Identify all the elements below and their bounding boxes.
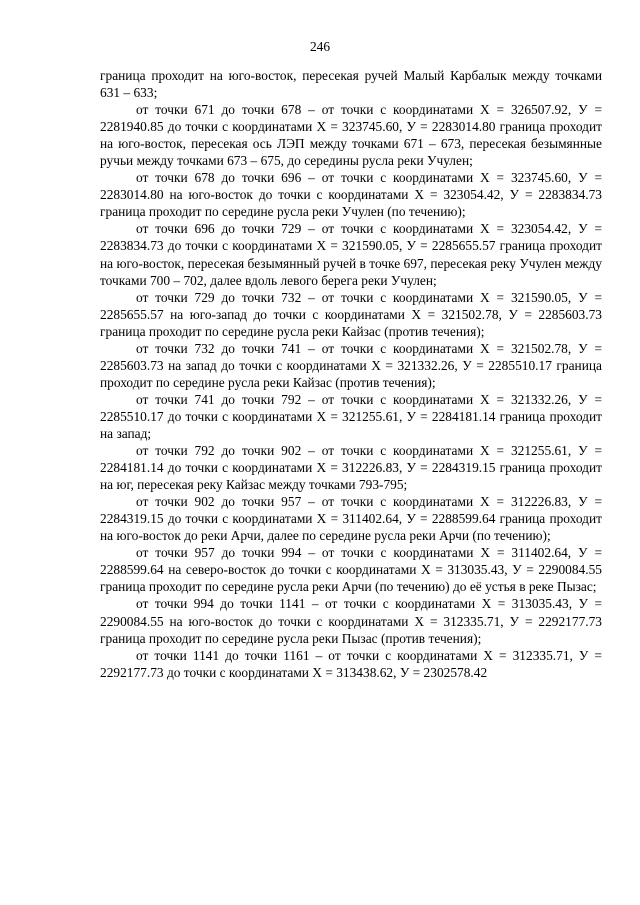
paragraph: от точки 741 до точки 792 – от точки с координатами X = 321332.26, У = 2285510.17 до точки с координатами X = 321255.61, У = 2284181.14 граница проходит на запад; (100, 391, 602, 441)
paragraph: от точки 957 до точки 994 – от точки с координатами X = 311402.64, У = 2288599.64 на северо-восток до точки с координатами X = 313035.43, У = 2290084.55 граница проходит по середине русла реки Арчи (по течению) до её устья в реке Пызас; (100, 545, 602, 595)
paragraph: от точки 792 до точки 902 – от точки с координатами X = 321255.61, У = 2284181.14 до точки с координатами X = 312226.83, У = 2284319.15 граница проходит на юг, пересекая реку Кайзас между точками 793-795; (100, 443, 602, 493)
paragraph: от точки 902 до точки 957 – от точки с координатами X = 312226.83, У = 2284319.15 до точки с координатами X = 311402.64, У = 2288599.64 граница проходит на юго-восток до реки Арчи, далее по середине русла реки Арчи (по течению); (100, 494, 602, 544)
page-number: 246 (309, 39, 331, 54)
document-body (100, 67, 602, 681)
paragraph: граница проходит на юго-восток, пересекая ручей Малый Карбалык между точками 631 – 633; (100, 68, 602, 101)
paragraph: от точки 671 до точки 678 – от точки с координатами X = 326507.92, У = 2281940.85 до точки с координатами X = 323745.60, У = 2283014.80 граница проходит на юго-восток, пересекая ось ЛЭП между точками 671 – 673, пересекая безымянные ручьи между точками 673 – 675, до середины русла реки Учулен; (100, 102, 602, 169)
paragraph: от точки 729 до точки 732 – от точки с координатами X = 321590.05, У = 2285655.57 на юго-запад до точки с координатами X = 321502.78, У = 2285603.73 граница проходит по середине русла реки Кайзас (против течения); (100, 289, 602, 339)
paragraph: от точки 732 до точки 741 – от точки с координатами X = 321502.78, У = 2285603.73 на запад до точки с координатами X = 321332.26, У = 2285510.17 граница проходит по середине русла реки Кайзас (против течения); (100, 340, 602, 390)
paragraph: от точки 678 до точки 696 – от точки с координатами X = 323745.60, У = 2283014.80 на юго-восток до точки с координатами X = 323054.42, У = 2283834.73 граница проходит по середине русла реки Учулен (по течению); (100, 170, 602, 220)
paragraph: от точки 1141 до точки 1161 – от точки с координатами X = 312335.71, У = 2292177.73 до точки с координатами X = 313438.62, У = 2302578.42 (100, 647, 602, 680)
paragraph: от точки 994 до точки 1141 – от точки с координатами X = 313035.43, У = 2290084.55 на юго-восток до точки с координатами X = 312335.71, У = 2292177.73 граница проходит по середине русла реки Пызас (против течения); (100, 596, 602, 646)
paragraph: от точки 696 до точки 729 – от точки с координатами X = 323054.42, У = 2283834.73 до точки с координатами X = 321590.05, У = 2285655.57 граница проходит на юго-восток, пересекая безымянный ручей в точке 697, пересекая реку Учулен между точками 700 – 702, далее вдоль левого берега реки Учулен; (100, 221, 602, 288)
